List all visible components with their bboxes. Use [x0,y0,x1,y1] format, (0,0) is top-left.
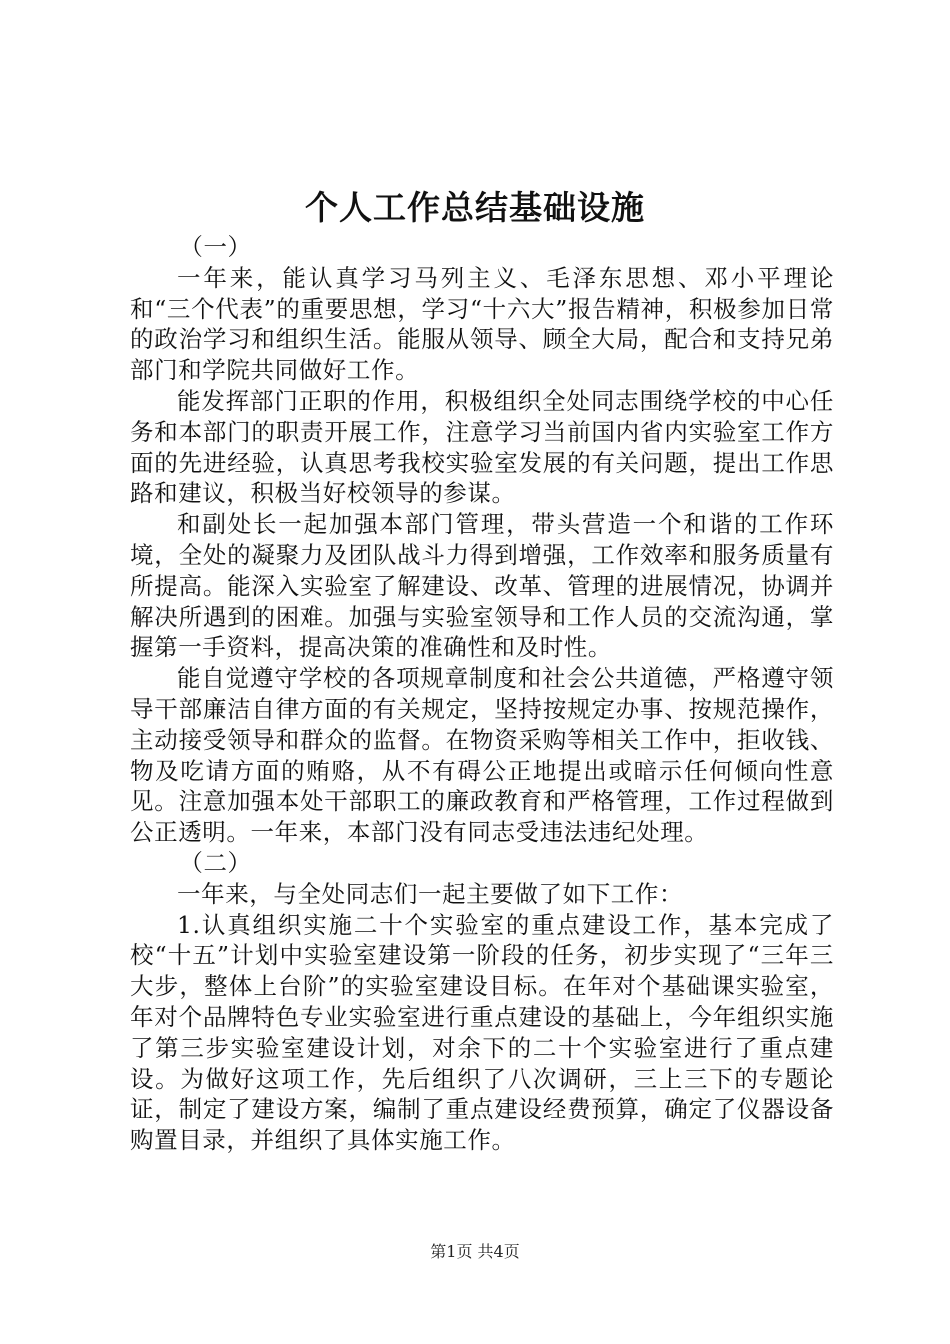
section-heading-1: （一） [179,233,252,261]
paragraph-lab-construction: 1.认真组织实施二十个实验室的重点建设工作，基本完成了校“十五”计划中实验室建设第一阶段的任务，初步实现了“三年三大步，整体上台阶”的实验室建设目标。在年对个基础课实验室，年对个品牌特色专业实验室进行重点建设的基础上，今年组织实施了第三步实验室建设计划，对余下的二十个实验室进行了重点建设。为做好这项工作，先后组织了八次调研，三上三下的专题论证，制定了建设方案，编制了重点建设经费预算，确定了仪器设备购置目录，并组织了具体实施工作。 [130,910,834,1155]
paragraph-work-intro: 一年来，与全处同志们一起主要做了如下工作： [177,879,684,908]
paragraph-management: 和副处长一起加强本部门管理，带头营造一个和谐的工作环境，全处的凝聚力及团队战斗力得到增强，工作效率和服务质量有所提高。能深入实验室了解建设、改革、管理的进展情况，协调并解决所遇到的困难。加强与实验室领导和工作人员的交流沟通，掌握第一手资料，提高决策的准确性和及时性。 [130,510,834,662]
paragraph-integrity: 能自觉遵守学校的各项规章制度和社会公共道德，严格遵守领导干部廉洁自律方面的有关规定，坚持按规定办事、按规范操作，主动接受领导和群众的监督。在物资采购等相关工作中，拒收钱、物及吃请方面的贿赂，从不有碍公正地提出或暗示任何倾向性意见。注意加强本处干部职工的廉政教育和严格管理，工作过程做到公正透明。一年来，本部门没有同志受违法违纪处理。 [130,664,834,847]
page-footer: 第1页 共4页 [430,1242,520,1261]
document-title: 个人工作总结基础设施 [305,188,645,227]
paragraph-department-role: 能发挥部门正职的作用，积极组织全处同志围绕学校的中心任务和本部门的职责开展工作，注意学习当前国内省内实验室工作方面的先进经验，认真思考我校实验室发展的有关问题，提出工作思路和建议，积极当好校领导的参谋。 [130,386,834,508]
section-heading-2: （二） [179,848,252,877]
paragraph-political-study: 一年来，能认真学习马列主义、毛泽东思想、邓小平理论和“三个代表”的重要思想，学习“十六大”报告精神，积极参加日常的政治学习和组织生活。能服从领导、顾全大局，配合和支持兄弟部门和学院共同做好工作。 [130,263,834,385]
document-body [130,232,834,1156]
